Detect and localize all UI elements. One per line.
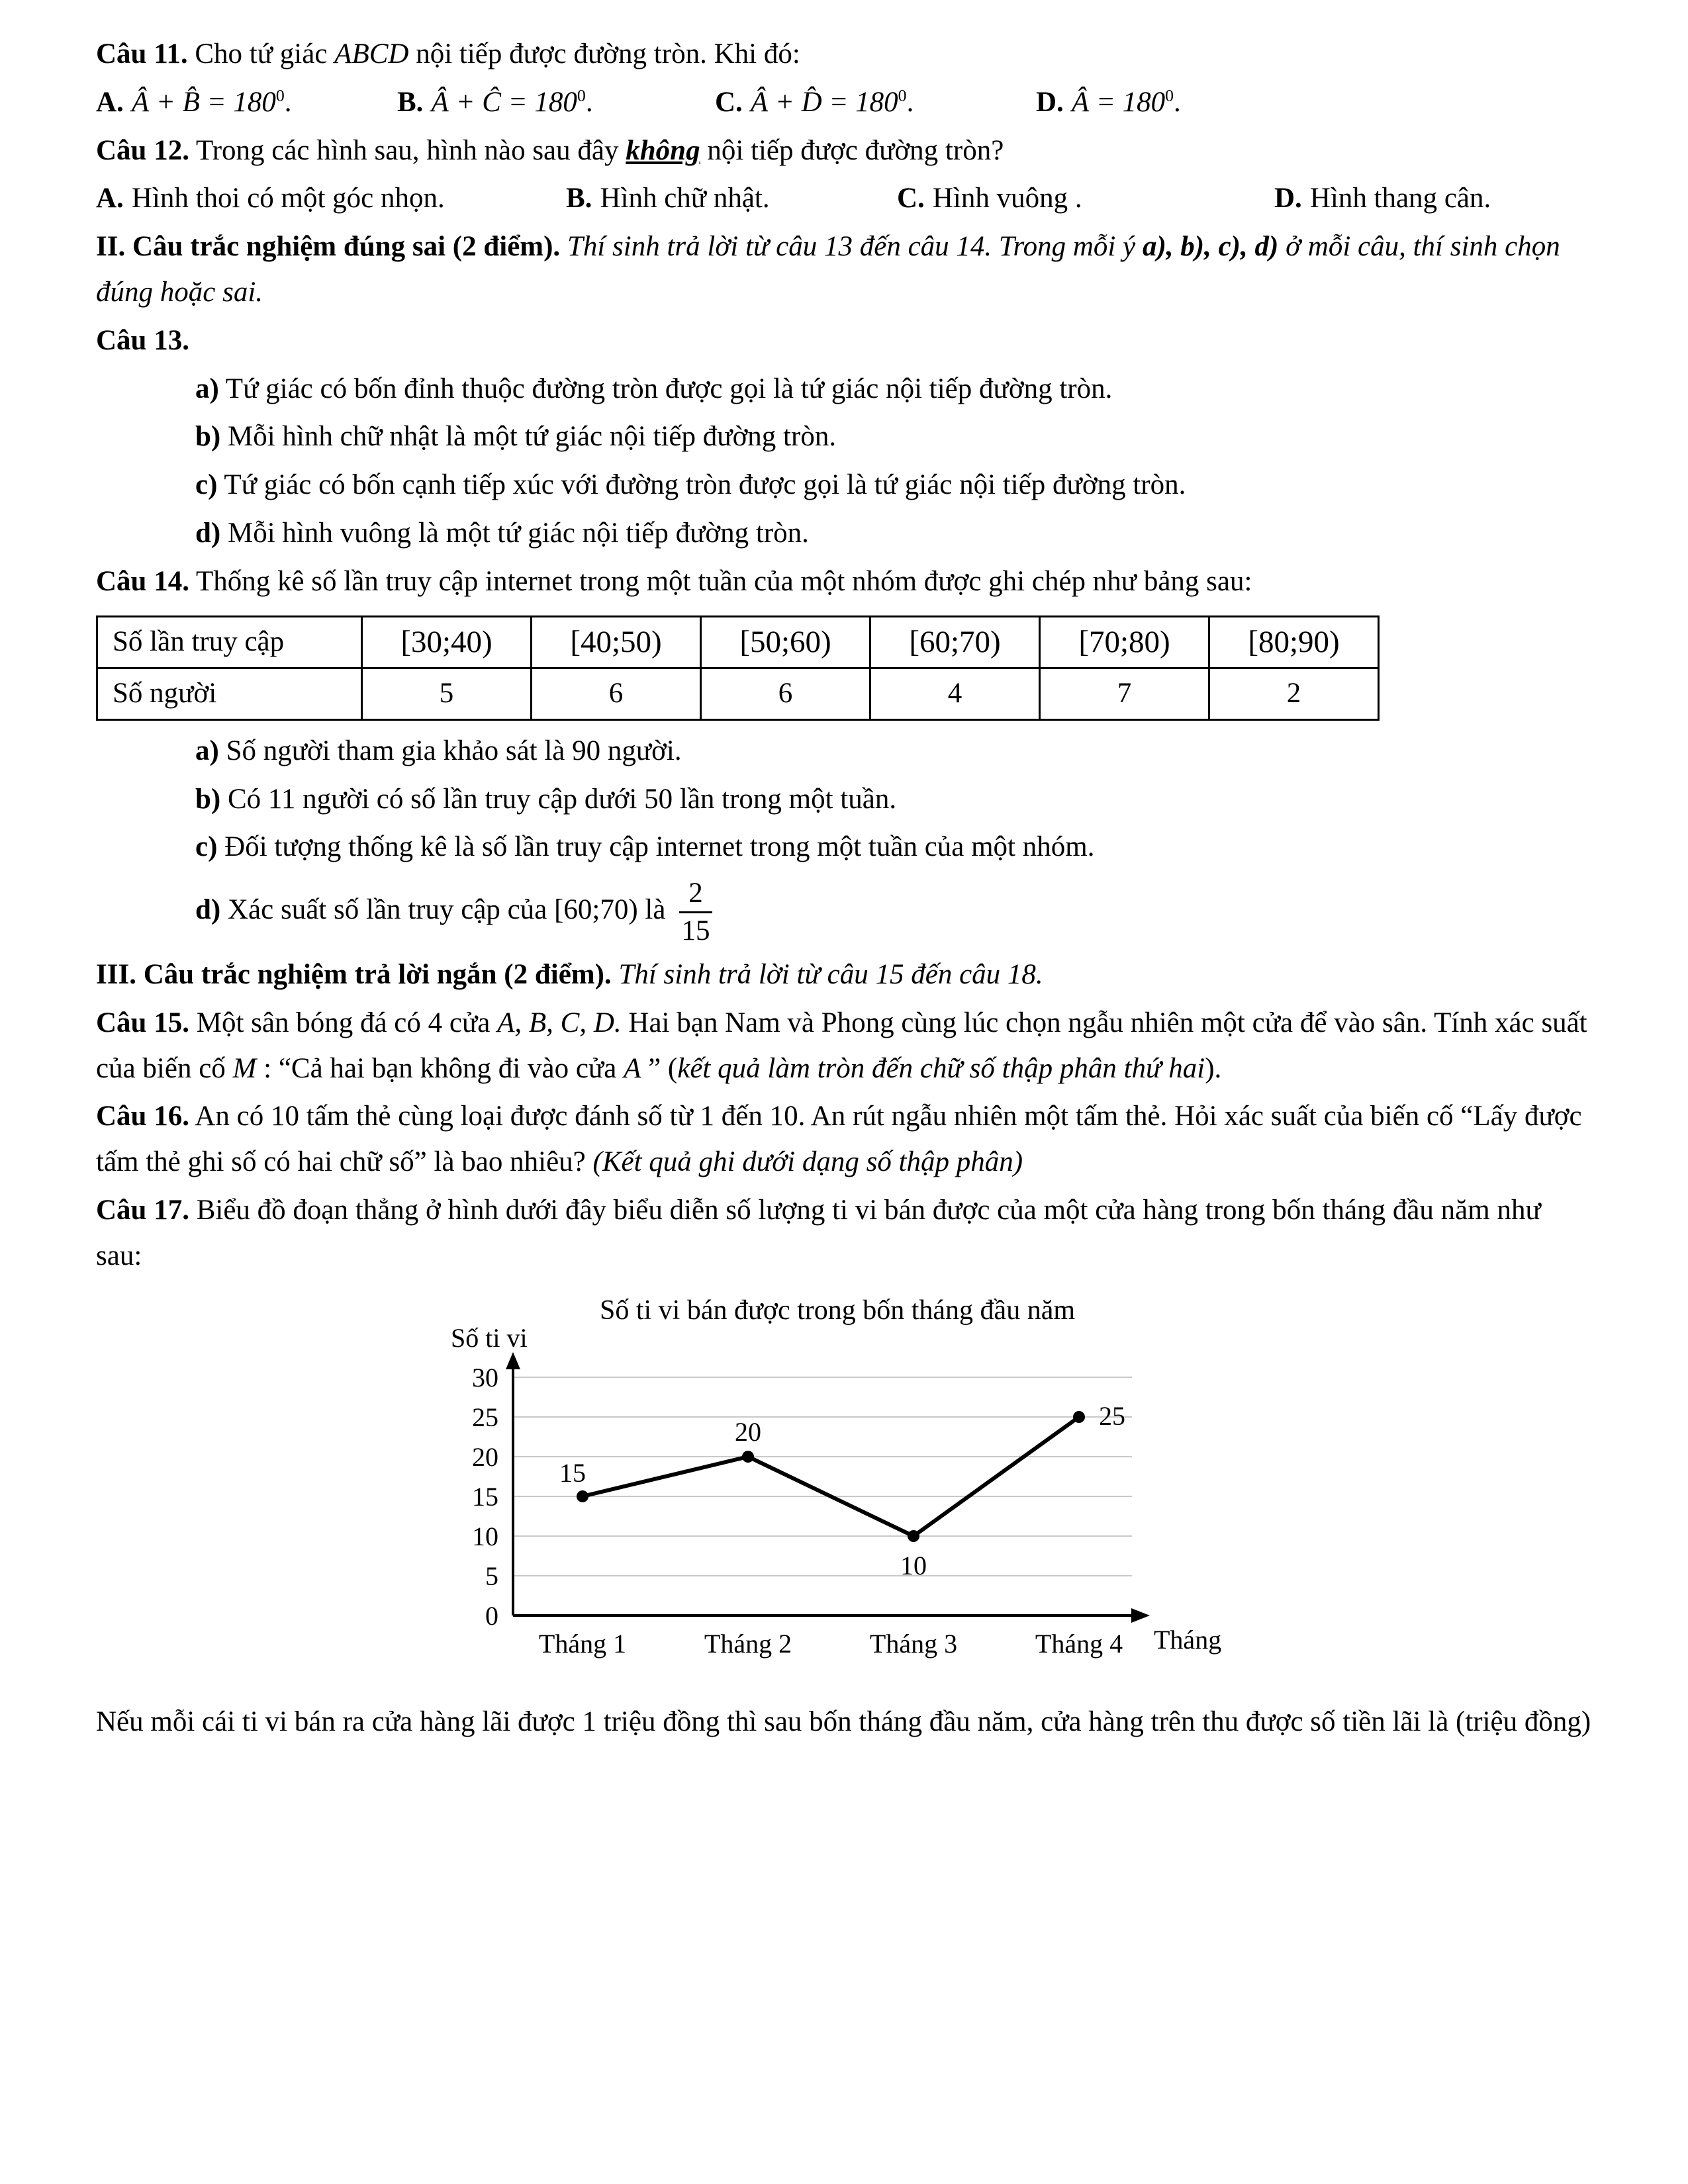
question-14-text: Thống kê số lần truy cập internet trong một tuần của một nhóm được ghi chép như bảng sau: [189, 565, 1252, 597]
question-15-v2: M [232, 1052, 257, 1084]
question-11-text-pre: Cho tứ giác [187, 38, 335, 69]
question-11-label: Câu 11. [96, 38, 188, 69]
option-11-c-end: . [906, 86, 914, 118]
option-12-a [96, 176, 566, 222]
question-14 [96, 559, 1592, 605]
option-11-c [715, 80, 1036, 126]
svg-text:15: 15 [559, 1457, 586, 1488]
question-17-label: Câu 17. [96, 1195, 189, 1226]
question-17-text: Biểu đồ đoạn thẳng ở hình dưới đây biểu diễn số lượng ti vi bán được của một cửa hàng trong bốn tháng đầu năm như sau: [96, 1195, 1541, 1271]
frequency-table [96, 615, 1380, 721]
item-d-label: d) [195, 517, 221, 549]
item-c-label: c) [195, 831, 218, 863]
table-cell-range-3: [50;60) [701, 616, 870, 668]
svg-text:Tháng: Tháng [1154, 1624, 1222, 1655]
table-row-counts [97, 668, 1379, 719]
line-chart [414, 1291, 1592, 1696]
option-11-a-sup: 0 [275, 85, 285, 105]
svg-text:10: 10 [900, 1550, 927, 1580]
table-cell-count-4: 4 [870, 668, 1040, 719]
table-header-ranges: Số lần truy cập [97, 616, 362, 668]
question-12 [96, 128, 1592, 174]
section-2-note-emphasis: a), b), c), d) [1142, 231, 1279, 263]
question-11 [96, 32, 1592, 77]
question-12-text-post: nội tiếp được đường tròn? [700, 134, 1004, 166]
question-14-item-b [96, 777, 1592, 823]
option-12-c-label: C. [897, 183, 925, 214]
option-11-d-sup: 0 [1165, 85, 1174, 105]
question-15-t4: ” ( [641, 1052, 678, 1084]
question-13-label-line [96, 318, 1592, 364]
question-16 [96, 1094, 1592, 1185]
option-12-c-text: Hình vuông . [932, 183, 1082, 214]
table-cell-range-4: [60;70) [870, 616, 1040, 668]
item-b-text: Mỗi hình chữ nhật là một tứ giác nội tiếp đường tròn. [220, 421, 837, 453]
footer-text-content: Nếu mỗi cái ti vi bán ra cửa hàng lãi được 1 triệu đồng thì sau bốn tháng đầu năm, cửa hàng trên thu được số tiền lãi là (triệu đồng) [96, 1706, 1591, 1738]
option-11-b-sup: 0 [577, 85, 586, 105]
question-14-item-d [96, 877, 1592, 947]
svg-text:0: 0 [485, 1600, 498, 1631]
question-13-item-b [96, 414, 1592, 460]
svg-text:Tháng 3: Tháng 3 [869, 1628, 958, 1659]
option-12-d-label: D. [1274, 183, 1302, 214]
footer-text [96, 1700, 1592, 1745]
question-14-item-a [96, 729, 1592, 774]
svg-text:10: 10 [472, 1521, 498, 1551]
question-15-t1: Một sân bóng đá có 4 cửa [189, 1007, 498, 1038]
svg-text:20: 20 [735, 1416, 761, 1447]
question-12-text-pre: Trong các hình sau, hình nào sau đây [189, 134, 626, 166]
table-cell-range-5: [70;80) [1040, 616, 1209, 668]
option-11-c-label: C. [715, 86, 743, 118]
option-11-d-end: . [1174, 86, 1181, 118]
svg-text:25: 25 [472, 1402, 498, 1432]
item-a-label: a) [195, 373, 219, 404]
option-11-a [96, 80, 397, 126]
option-11-a-end: . [284, 86, 292, 118]
item-b-label: b) [195, 783, 221, 815]
line-chart-svg [414, 1291, 1274, 1682]
question-15-note: kết quả làm tròn đến chữ số thập phân thứ hai [677, 1052, 1205, 1084]
item-b-text: Có 11 người có số lần truy cập dưới 50 lần trong một tuần. [220, 783, 897, 815]
item-d-label: d) [195, 893, 221, 925]
option-11-d [1036, 80, 1181, 126]
item-b-label: b) [195, 421, 221, 453]
option-11-d-label: D. [1036, 86, 1064, 118]
option-12-d-text: Hình thang cân. [1309, 183, 1491, 214]
svg-text:25: 25 [1099, 1400, 1125, 1431]
question-16-text: An có 10 tấm thẻ cùng loại được đánh số từ 1 đến 10. An rút ngẫu nhiên một tấm thẻ. Hỏi xác suất của biến cố “Lấy được tấm thẻ ghi số có hai chữ số” là bao nhiêu? [96, 1101, 1582, 1178]
option-11-a-label: A. [96, 86, 124, 118]
item-c-text: Đối tượng thống kê là số lần truy cập internet trong một tuần của một nhóm. [217, 831, 1095, 863]
svg-text:Tháng 2: Tháng 2 [704, 1628, 792, 1659]
question-13-label: Câu 13. [96, 324, 189, 356]
option-11-b [397, 80, 715, 126]
option-12-b [566, 176, 897, 222]
option-11-d-formula: Â = 180 [1071, 86, 1166, 118]
option-11-b-end: . [585, 86, 593, 118]
question-13-item-c [96, 463, 1592, 508]
item-a-label: a) [195, 735, 219, 766]
option-11-b-formula: Â + Ĉ = 180 [431, 86, 577, 118]
item-a-text: Tứ giác có bốn đỉnh thuộc đường tròn được gọi là tứ giác nội tiếp đường tròn. [218, 373, 1113, 404]
table-cell-range-6: [80;90) [1209, 616, 1379, 668]
section-2-heading [96, 224, 1592, 316]
option-12-a-text: Hình thoi có một góc nhọn. [131, 183, 445, 214]
svg-text:15: 15 [472, 1481, 498, 1512]
question-13-item-d [96, 511, 1592, 557]
question-12-options [96, 176, 1592, 222]
table-cell-count-3: 6 [701, 668, 870, 719]
table-header-counts: Số người [97, 668, 362, 719]
table-row-ranges [97, 616, 1379, 668]
svg-text:Tháng 1: Tháng 1 [538, 1628, 627, 1659]
option-12-b-text: Hình chữ nhật. [600, 183, 770, 214]
item-c-label: c) [195, 469, 218, 501]
item-c-text: Tứ giác có bốn cạnh tiếp xúc với đường tròn được gọi là tứ giác nội tiếp đường tròn. [217, 469, 1186, 501]
table-cell-count-6: 2 [1209, 668, 1379, 719]
item-d-text: Xác suất số lần truy cập của [60;70) là [220, 893, 666, 925]
question-12-emphasis: không [626, 134, 700, 166]
svg-text:Tháng 4: Tháng 4 [1035, 1628, 1123, 1659]
fraction-denominator: 15 [681, 915, 710, 946]
option-11-c-formula: Â + D̂ = 180 [750, 86, 898, 118]
item-a-text: Số người tham gia khảo sát là 90 người. [218, 735, 682, 766]
svg-text:Số ti vi bán được trong bốn th: Số ti vi bán được trong bốn tháng đầu năm [599, 1295, 1076, 1326]
question-15-t3: : “Cả hai bạn không đi vào cửa [256, 1052, 624, 1084]
question-11-variable: ABCD [334, 38, 409, 69]
section-3-heading [96, 952, 1592, 998]
question-15-t2: Hai bạn Nam và Phong cùng lúc chọn ngẫu nhiên một cửa để vào sân. Tính xác suất của biến cố [96, 1007, 1587, 1084]
option-12-c [897, 176, 1274, 222]
question-11-text-post: nội tiếp được đường tròn. Khi đó: [408, 38, 800, 69]
question-13-item-a [96, 367, 1592, 412]
option-11-a-formula: Â + B̂ = 180 [131, 86, 276, 118]
table-cell-range-2: [40;50) [532, 616, 701, 668]
question-14-item-c [96, 825, 1592, 870]
svg-text:20: 20 [472, 1441, 498, 1472]
fraction-2-15 [679, 877, 712, 947]
option-11-b-label: B. [397, 86, 424, 118]
svg-text:30: 30 [472, 1362, 498, 1392]
svg-text:5: 5 [485, 1561, 498, 1591]
question-16-note: (Kết quả ghi dưới dạng số thập phân) [592, 1146, 1023, 1178]
table-cell-count-5: 7 [1040, 668, 1209, 719]
item-d-text: Mỗi hình vuông là một tứ giác nội tiếp đường tròn. [220, 517, 809, 549]
question-16-label: Câu 16. [96, 1101, 189, 1132]
question-15-v3: A [624, 1052, 641, 1084]
section-2-title: II. Câu trắc nghiệm đúng sai (2 điểm). [96, 231, 561, 263]
option-11-c-sup: 0 [898, 85, 907, 105]
question-14-label: Câu 14. [96, 565, 189, 597]
option-12-a-label: A. [96, 183, 124, 214]
table-cell-range-1: [30;40) [362, 616, 532, 668]
section-2-note-1: Thí sinh trả lời từ câu 13 đến câu 14. Trong mỗi ý [560, 231, 1143, 263]
question-15-v1: A, B, C, D. [497, 1007, 622, 1038]
section-3-note: Thí sinh trả lời từ câu 15 đến câu 18. [611, 959, 1043, 991]
table-cell-count-1: 5 [362, 668, 532, 719]
option-12-d [1274, 176, 1491, 222]
question-12-label: Câu 12. [96, 134, 189, 166]
question-15-t5: ). [1205, 1052, 1222, 1084]
table-cell-count-2: 6 [532, 668, 701, 719]
section-2-note-2: ở mỗi câu, thí sinh chọn đúng hoặc sai. [96, 231, 1560, 308]
section-3-title: III. Câu trắc nghiệm trả lời ngắn (2 điểm). [96, 959, 612, 991]
question-11-options [96, 80, 1592, 126]
question-15-label: Câu 15. [96, 1007, 189, 1038]
question-15 [96, 1001, 1592, 1092]
fraction-numerator: 2 [679, 877, 712, 913]
question-17 [96, 1188, 1592, 1279]
svg-text:Số ti vi: Số ti vi [451, 1322, 528, 1353]
option-12-b-label: B. [566, 183, 592, 214]
